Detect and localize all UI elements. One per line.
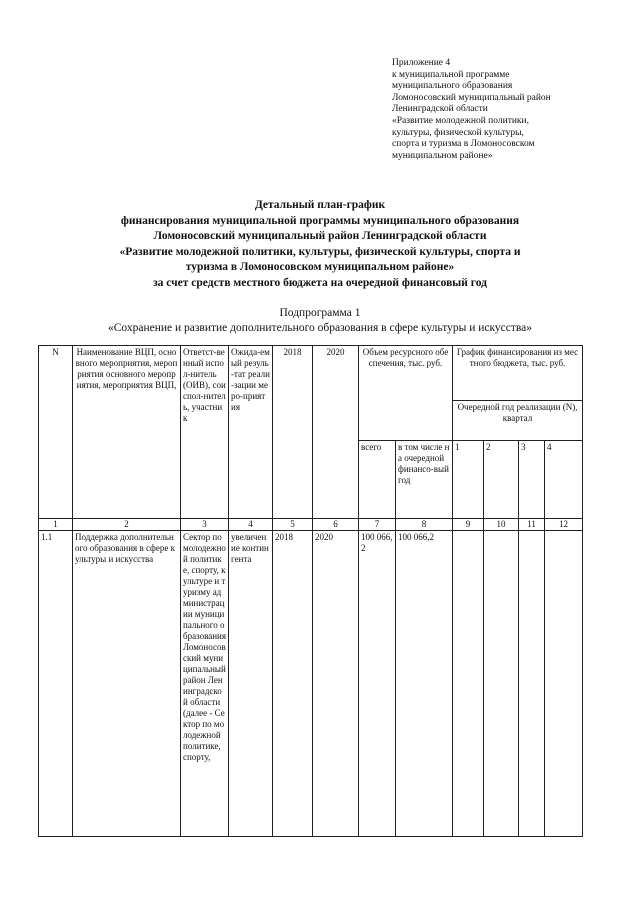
column-number: 5: [273, 519, 313, 531]
subprogram-heading: [60, 306, 580, 336]
row-year-start: 2018: [273, 531, 313, 837]
header-incl-next: в том числе на очередной финансо-вый год: [396, 441, 453, 519]
header-n: N: [39, 346, 73, 519]
column-number: 11: [519, 519, 545, 531]
column-number: 3: [181, 519, 229, 531]
row-expected: увеличение контингента: [229, 531, 273, 837]
header-q4: 4: [545, 441, 583, 519]
row-responsible: Сектор по молодежной политике, спорту, культуре и туризму администрации муниципального образования Ломоносовский муниципальный район Ленинградской области (далее - Сектор по молодежной политике, спорту,: [181, 531, 229, 837]
subprogram-name: «Сохранение и развитие дополнительного образования в сфере культуры и искусства»: [107, 322, 533, 334]
column-number: 4: [229, 519, 273, 531]
document-title: [60, 198, 580, 292]
header-year-end: 2020: [313, 346, 359, 519]
appendix-line: Ленинградской области: [392, 104, 488, 115]
header-year-start: 2018: [273, 346, 313, 519]
row-q4: [545, 531, 583, 837]
row-incl-next: 100 066,2: [396, 531, 453, 837]
table-row: [39, 531, 583, 837]
column-number: 7: [359, 519, 396, 531]
title-line: туризма в Ломоносовском муниципальном районе»: [185, 261, 455, 274]
appendix-line: к муниципальной программе: [392, 69, 510, 80]
column-number: 8: [396, 519, 453, 531]
title-line: финансирования муниципальной программы муниципального образования: [120, 214, 520, 227]
appendix-line: муниципального образования: [392, 81, 513, 92]
title-line: Детальный план-график: [254, 199, 386, 211]
appendix-line: спорта и туризма в Ломоносовском: [392, 139, 535, 150]
row-year-end: 2020: [313, 531, 359, 837]
column-number: 10: [484, 519, 519, 531]
header-schedule: График финансирования из местного бюджета, тыс. руб.: [453, 346, 583, 401]
row-q2: [484, 531, 519, 837]
column-number: 2: [73, 519, 181, 531]
appendix-line: Ломоносовский муниципальный район: [392, 92, 551, 103]
column-number: 1: [39, 519, 73, 531]
row-n: 1.1: [39, 531, 73, 837]
title-line: «Развитие молодежной политики, культуры, физической культуры, спорта и: [119, 245, 521, 258]
appendix-line: «Развитие молодежной политики,: [392, 115, 530, 126]
header-name: Наименование ВЦП, основного мероприятия, мероприятия основного мероприятия, мероприятия ВЦП,: [73, 346, 181, 519]
header-total: всего: [359, 441, 396, 519]
column-number: 6: [313, 519, 359, 531]
header-next-year: Очередной год реализации (N), квартал: [453, 401, 583, 441]
appendix-line: муниципальном районе»: [392, 150, 493, 161]
row-total: 100 066,2: [359, 531, 396, 837]
plan-table: [38, 345, 583, 837]
header-q3: 3: [519, 441, 545, 519]
appendix-block: [392, 58, 622, 162]
header-q1: 1: [453, 441, 484, 519]
title-line: Ломоносовский муниципальный район Ленинградской области: [153, 230, 487, 243]
header-volume: Объем ресурсного обеспечения, тыс. руб.: [359, 346, 453, 441]
title-line: за счет средств местного бюджета на очередной финансовый год: [153, 276, 487, 289]
header-q2: 2: [484, 441, 519, 519]
row-q1: [453, 531, 484, 837]
column-number: 9: [453, 519, 484, 531]
row-name: Поддержка дополнительного образования в сфере культуры и искусства: [73, 531, 181, 837]
row-q3: [519, 531, 545, 837]
subprogram-label: Подпрограмма 1: [279, 307, 361, 319]
appendix-line: Приложение 4: [392, 58, 451, 68]
appendix-line: культуры, физической культуры,: [392, 127, 524, 138]
column-number: 12: [545, 519, 583, 531]
column-number-row: [39, 519, 583, 531]
header-responsible: Ответст-венный испол-нитель (ОИВ), соиспол-нитель, участник: [181, 346, 229, 519]
header-expected: Ожида-емый резуль-тат реали-зации меро-приятия: [229, 346, 273, 519]
